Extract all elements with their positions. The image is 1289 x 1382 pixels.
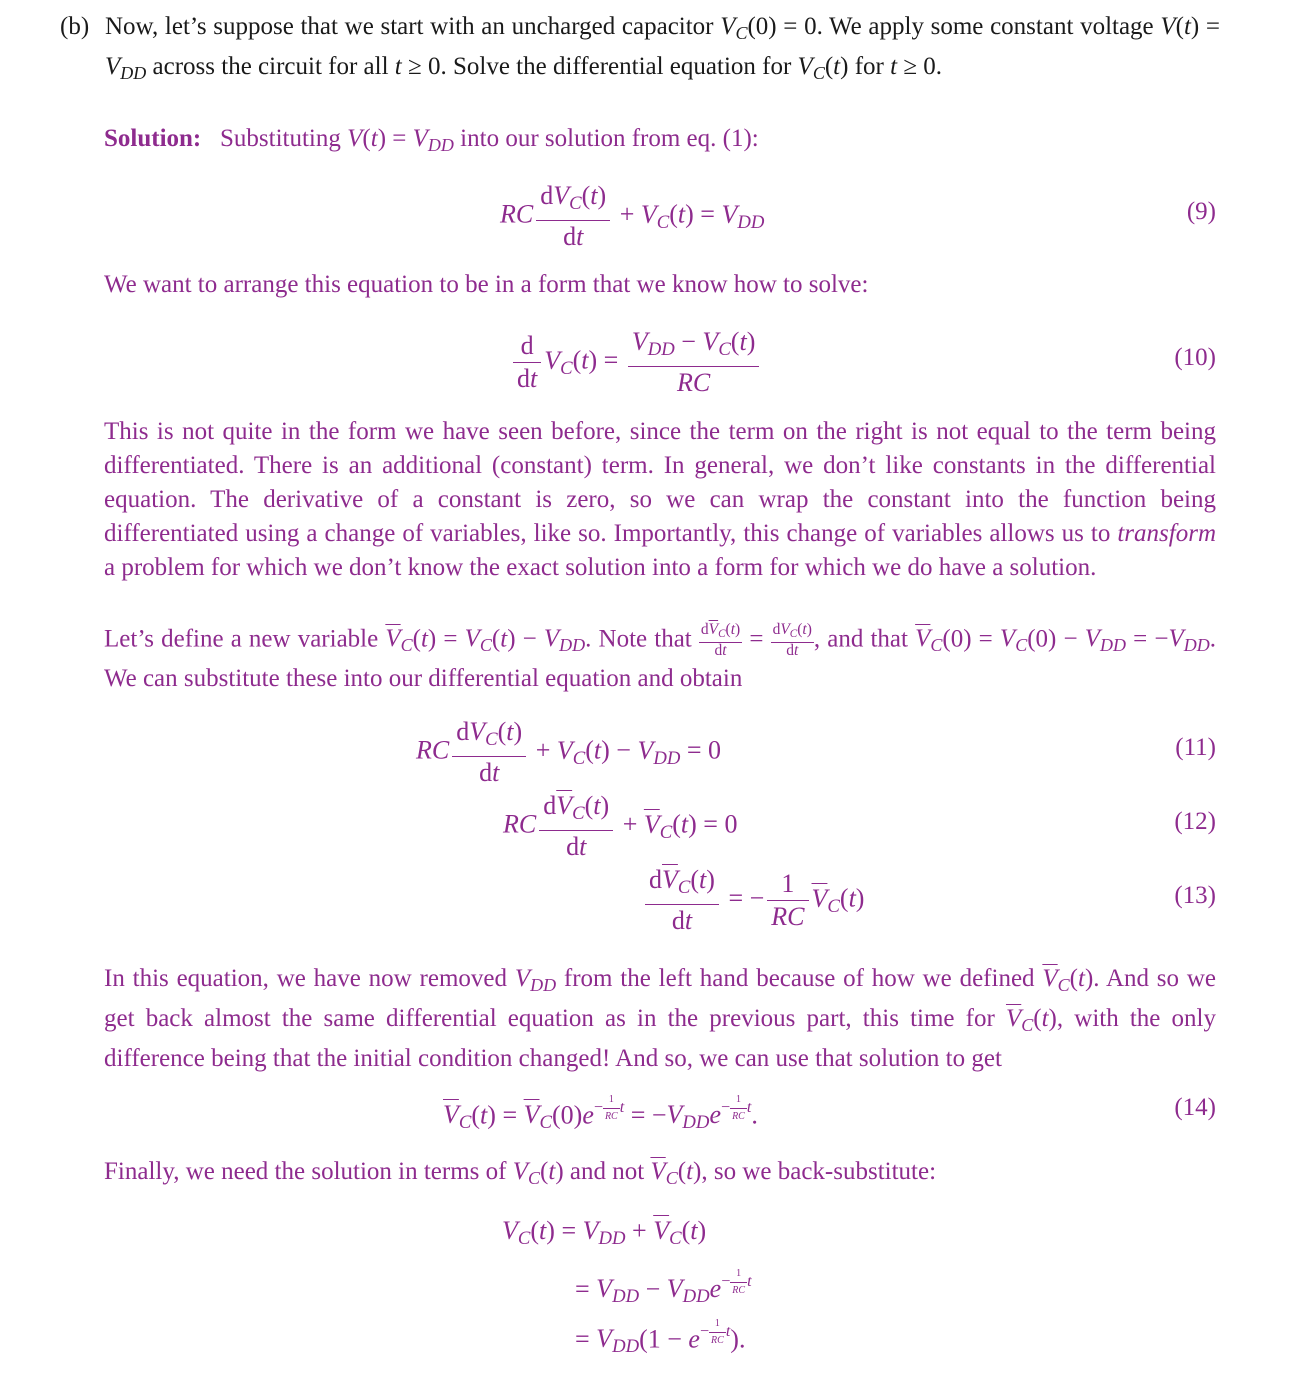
solution-paragraph-1: We want to arrange this equation to be in a form that we know how to solve:	[104, 271, 869, 298]
equation-number-9: (9)	[1186, 198, 1216, 225]
solution-paragraph-4: In this equation, we have now removed $V_{DD}$ from the left hand because of how we defined $\overline{V}_C(t)$. And so we get back almost the same differential equation as in the previous part, this time for $\overline{V}_C(t)$, with the only difference being that the initial condition changed! And so, we can use that solution to get	[104, 965, 1217, 1073]
problem-text: Now, let’s suppose that we start with an uncharged capacitor $V_C(0) = 0$. We apply some constant voltage $V(t) = V_{DD}$ across the circuit for all t ≥ 0. Solve the differential equation for $V_C(t)$ for t ≥ 0.	[105, 13, 1220, 84]
equation-number-13: (13)	[1174, 882, 1216, 909]
equation-number-10: (10)	[1174, 344, 1216, 371]
equation-13: $\frac{d\overline{V}_C(t)}{dt}$ = − $\frac{1}{RC}$ $\overline{V}_C(t)$	[642, 864, 864, 937]
solution-label: Solution:	[104, 125, 202, 152]
equation-number-12: (12)	[1174, 808, 1216, 835]
equation-14: $\overline{V}_C(t) = \overline{V}_C(0)e^{- \frac{1}{RC} t} = -V_{DD}e^{- \frac{1}{RC} t}$.	[443, 1094, 758, 1134]
final-equation-line-3: = $V_{DD}(1 - e^{- \frac{1}{RC} t})$.	[575, 1318, 746, 1358]
problem-statement	[60, 10, 1220, 90]
solution-intro: Solution: Substituting $V(t) = V_{DD}$ into our solution from eq. (1):	[104, 125, 759, 156]
solution-paragraph-3: Let’s define a new variable $\overline{V}_C(t) = V_C(t) - V_{DD}$. Note that $d\overline{V}_C(t)$ dt = $dV_C(t)$ dt , and that $\overline{V}_C(0) = V_C(0) - V_{DD} = -V_{DD}$. We can substitute these into our differential equation and obtain	[104, 621, 1216, 693]
equation-number-11: (11)	[1175, 734, 1216, 761]
final-equation-line-2: = $V_{DD} - V_{DD}e^{- \frac{1}{RC} t}$	[575, 1268, 752, 1308]
solution-paragraph-5: Finally, we need the solution in terms of $V_C(t)$ and not $\overline{V}_C(t)$, so we back-substitute:	[104, 1158, 937, 1189]
equation-9: RC $\frac{dV_C(t)}{dt}$ + $V_C(t) = V_{DD}$	[500, 181, 765, 252]
solution-paragraph-2: This is not quite in the form we have seen before, since the term on the right is not equal to the term being differentiated. There is an additional (constant) term. In general, we don’t like constants in the differential equation. The derivative of a constant is zero, so we can wrap the constant into the function being differentiated using a change of variables, like so. Importantly, this change of variables allows us to transform a problem for which we don’t know the exact solution into a form for which we do have a solution.	[104, 418, 1216, 581]
equation-10: $\frac{d}{dt}$ $V_C(t)$ = $\frac{V_{DD} - V_C(t)}{RC}$	[510, 326, 762, 399]
final-equation-line-1: $V_C(t) = V_{DD} + \overline{V}_C(t)$	[502, 1216, 707, 1250]
problem-label: (b)	[60, 13, 90, 40]
equation-11: RC $\frac{dV_C(t)}{dt}$ + $V_C(t) - V_{DD} = 0$	[416, 717, 722, 788]
equation-number-14: (14)	[1174, 1094, 1216, 1121]
equation-12: RC $\frac{d\overline{V}_C(t)}{dt}$ + $\overline{V}_C(t) = 0$	[503, 791, 738, 862]
